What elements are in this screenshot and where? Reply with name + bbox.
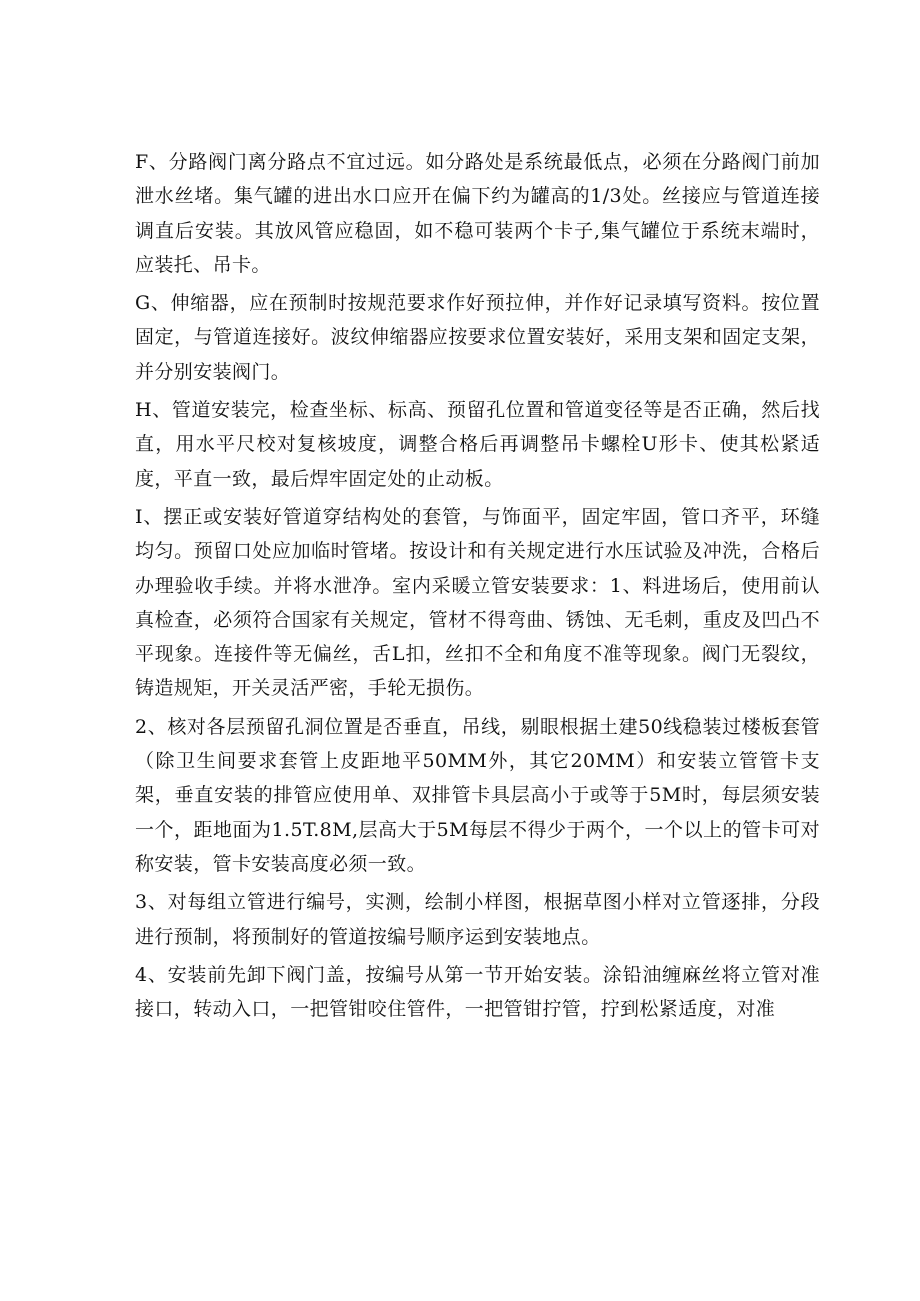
paragraph-i: I、摆正或安装好管道穿结构处的套管，与饰面平，固定牢固，管口齐平，环缝均匀。预留口处应加临时管堵。按设计和有关规定进行水压试验及冲洗，合格后办理验收手续。并将水泄净。室内采暖立管安装要求：1、料进场后，使用前认真检查，必须符合国家有关规定，管材不得弯曲、锈蚀、无毛刺，重皮及凹凸不平现象。连接件等无偏丝，舌L扣，丝扣不全和角度不准等现象。阀门无裂纹，铸造规矩，开关灵活严密，手轮无损伤。 — [135, 505, 820, 700]
paragraph-2: 2、核对各层预留孔洞位置是否垂直，吊线，剔眼根据土建50线稳装过楼板套管（除卫生间要求套管上皮距地平50MM外，其它20MM）和安装立管管卡支架，垂直安装的排管应使用单、双排管卡具层高小于或等于5M时，每层须安装一个，距地面为1.5T.8M,层高大于5M每层不得少于两个，一个以上的管卡可对称安装，管卡安装高度必须一致。 — [135, 715, 820, 875]
paragraph-f: F、分路阀门离分路点不宜过远。如分路处是系统最低点，必须在分路阀门前加泄水丝堵。集气罐的进出水口应开在偏下约为罐高的1/3处。丝接应与管道连接调直后安装。其放风管应稳固，如不稳可装两个卡子,集气罐位于系统末端时，应装托、吊卡。 — [135, 151, 820, 276]
paragraph-g: G、伸缩器，应在预制时按规范要求作好预拉伸，并作好记录填写资料。按位置固定，与管道连接好。波纹伸缩器应按要求位置安装好，采用支架和固定支架，并分别安装阀门。 — [135, 292, 820, 383]
paragraph-4: 4、安装前先卸下阀门盖，按编号从第一节开始安装。涂铅油缠麻丝将立管对准接口，转动入口，一把管钳咬住管件，一把管钳拧管，拧到松紧适度，对准 — [135, 963, 820, 1021]
paragraph-h: H、管道安装完，检查坐标、标高、预留孔位置和管道变径等是否正确，然后找直，用水平尺校对复核坡度，调整合格后再调整吊卡螺栓U形卡、使其松紧适度，平直一致，最后焊牢固定处的止动板。 — [135, 399, 820, 490]
paragraph-3: 3、对每组立管进行编号，实测，绘制小样图，根据草图小样对立管逐排，分段进行预制，将预制好的管道按编号顺序运到安装地点。 — [135, 891, 820, 948]
document-body — [135, 145, 820, 1026]
